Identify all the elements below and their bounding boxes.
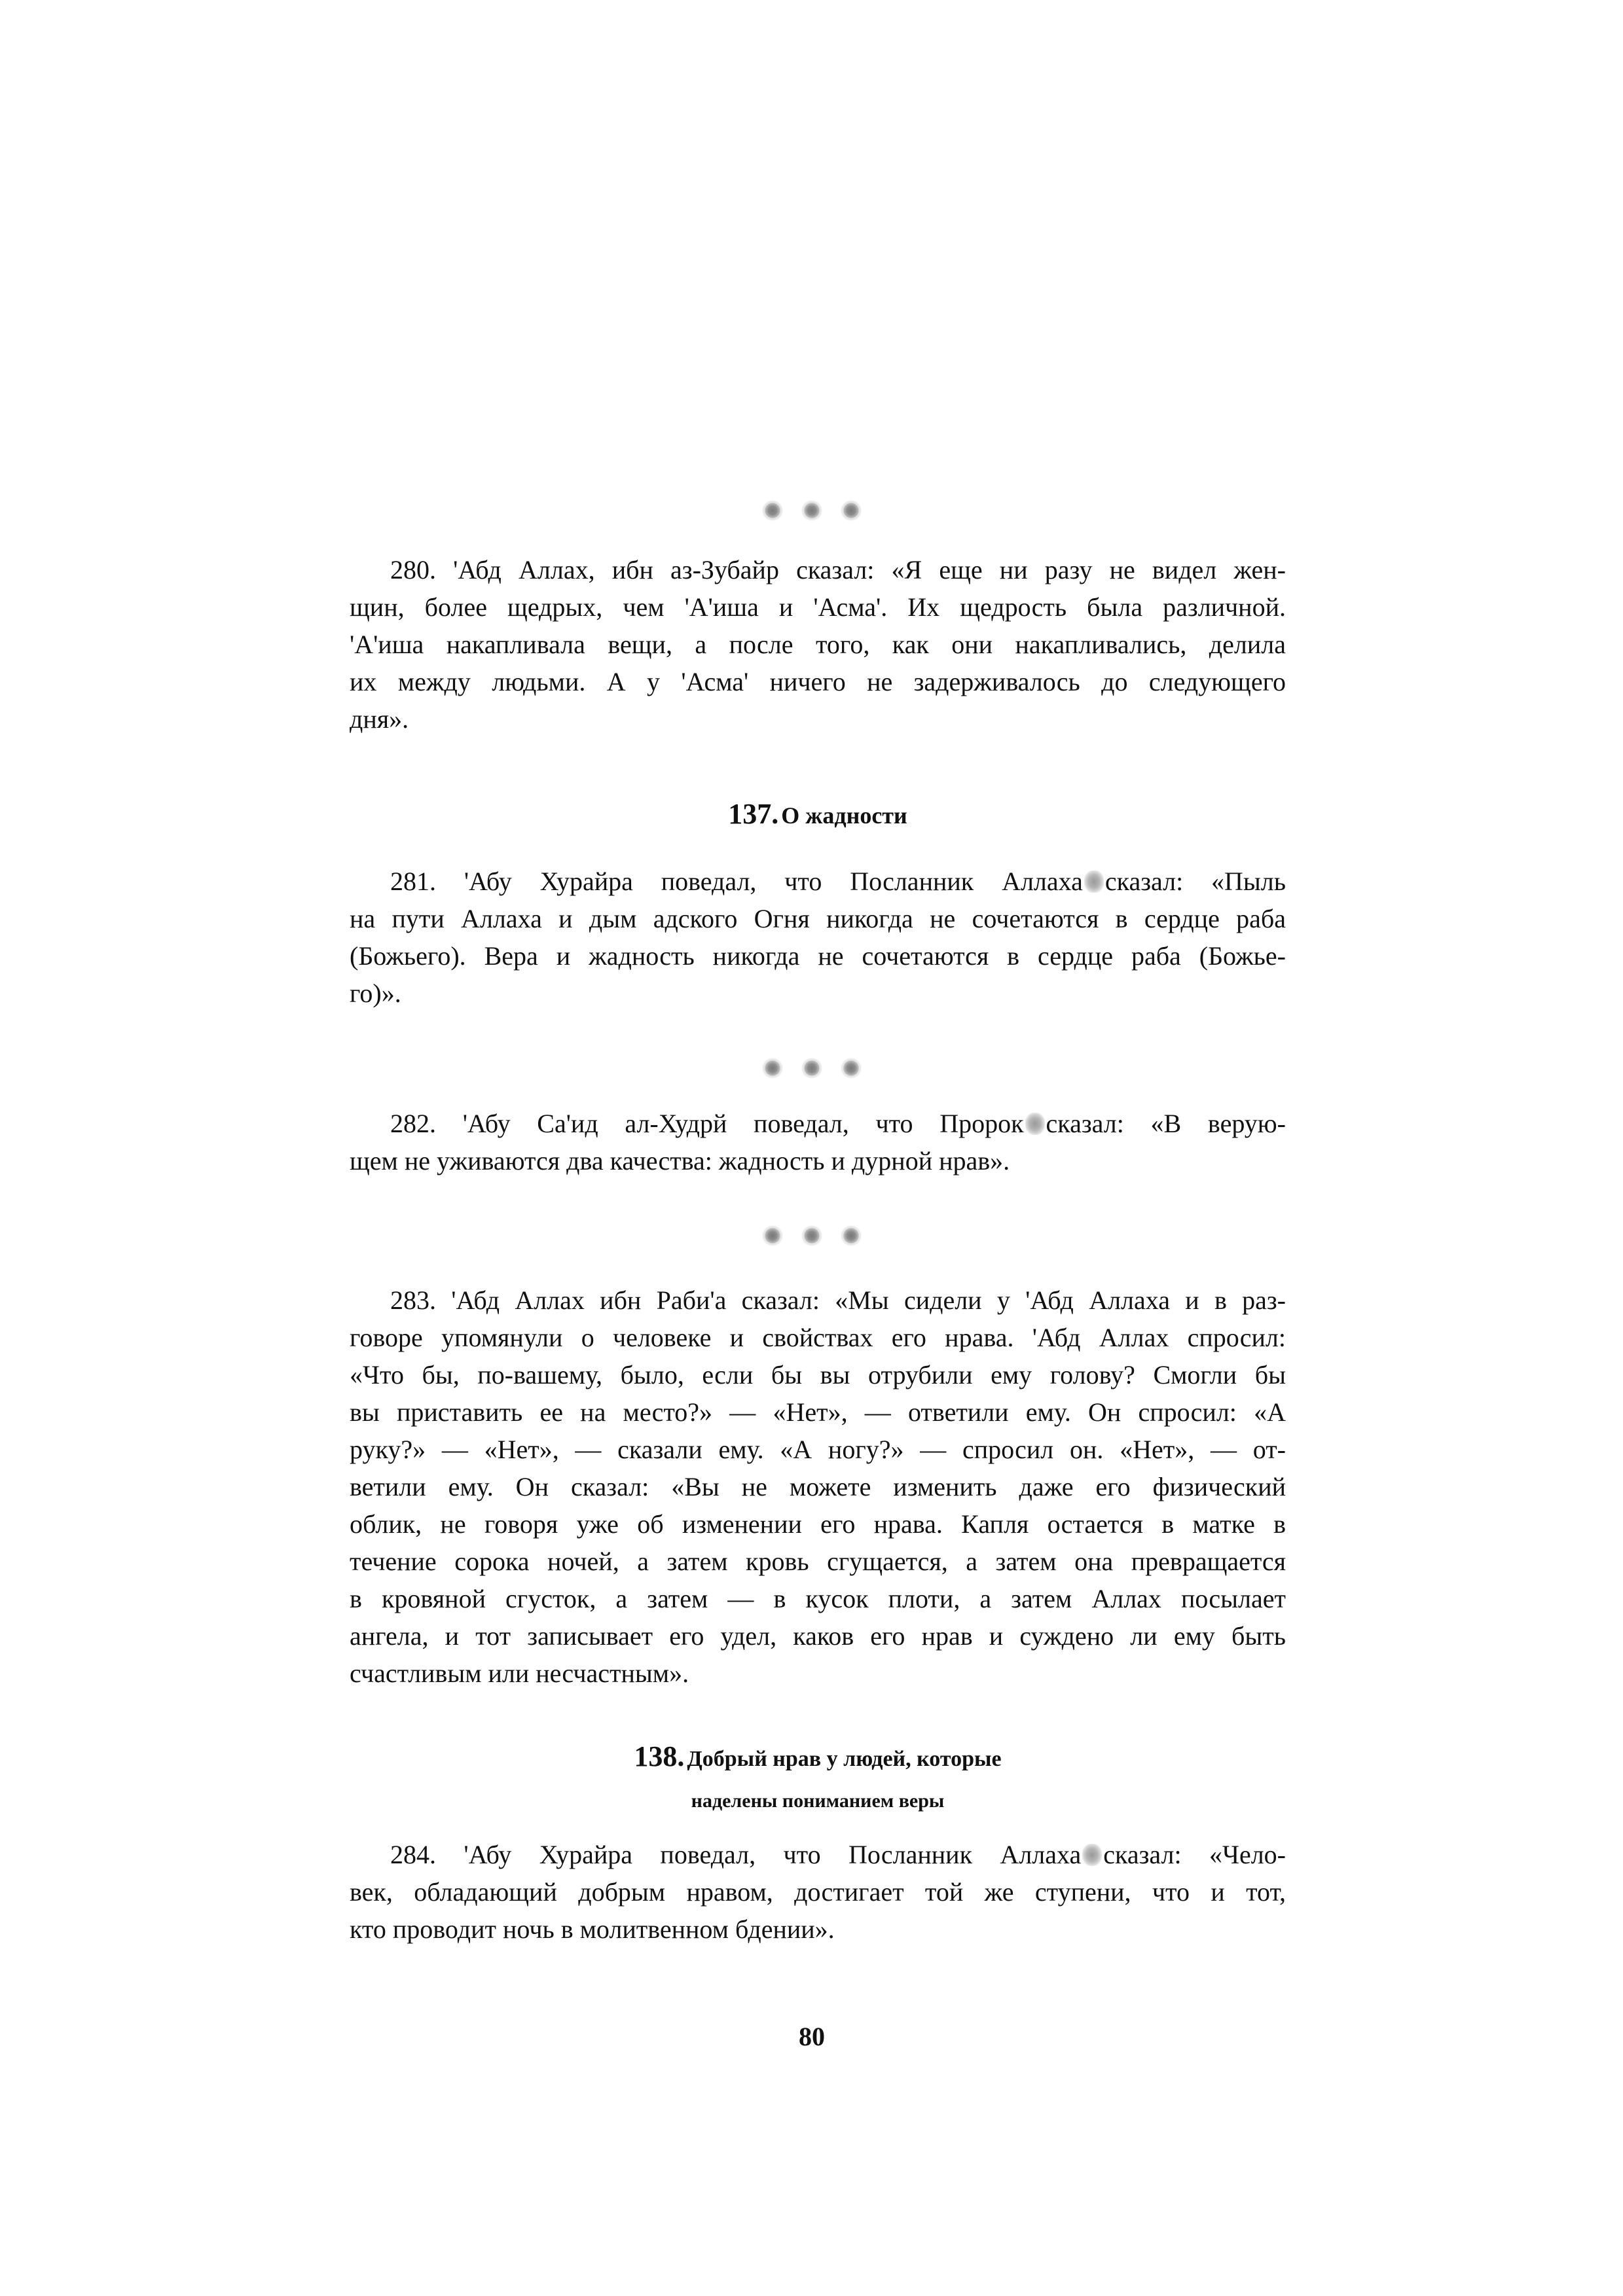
hadith-281-line-3: (Божьего). Вера и жадность никогда не сочетаются в сердце раба (Божье- xyxy=(350,941,1286,971)
hadith-280-line-1: 280. 'Абд Аллах, ибн аз-Зубайр сказал: «Я еще ни разу не видел жен- xyxy=(390,555,1286,584)
flower-ornament-icon xyxy=(843,1227,860,1244)
hadith-284-line-1-part-b: сказал: «Чело- xyxy=(1103,1840,1286,1869)
hadith-283-line-9: в кровяной сгусток, а затем — в кусок плоти, а затем Аллах посылает xyxy=(350,1584,1286,1613)
hadith-280-line-2: щин, более щедрых, чем 'А'иша и 'Асма'. Их щедрость была различной. xyxy=(350,592,1286,622)
flower-ornament-icon xyxy=(843,502,860,519)
hadith-281-line-1 xyxy=(350,863,1286,900)
hadith-283-line-8: течение сорока ночей, а затем кровь сгущается, а затем она превращается xyxy=(350,1547,1286,1576)
flower-ornament-icon xyxy=(803,1060,820,1077)
hadith-282-line-2: щем не уживаются два качества: жадность и дурной нрав». xyxy=(350,1146,1010,1175)
flower-ornament-icon xyxy=(764,1060,781,1077)
page-number: 80 xyxy=(799,2022,825,2051)
hadith-283-line-10: ангела, и тот записывает его удел, каков его нрав и суждено ли ему быть xyxy=(350,1621,1286,1651)
hadith-281-line-2: на пути Аллаха и дым адского Огня никогда не сочетаются в сердце раба xyxy=(350,904,1286,933)
hadith-284 xyxy=(350,1836,1286,1948)
hadith-283-line-4: вы приставить ее на место?» — «Нет», — ответили ему. Он спросил: «А xyxy=(350,1397,1286,1427)
hadith-281-line-1-part-a: 281. 'Абу Хурайра поведал, что Посланник Аллаха xyxy=(390,867,1083,896)
section-137-number: 137. xyxy=(728,798,779,830)
hadith-280-line-3: 'А'иша накапливала вещи, а после того, как они накапливались, делила xyxy=(350,630,1286,659)
section-138-title-line-1: Добрый нрав у людей, которые xyxy=(687,1747,1002,1771)
section-138-title-line-2: наделены пониманием веры xyxy=(691,1790,945,1812)
hadith-284-line-1-part-a: 284. 'Абу Хурайра поведал, что Посланник Аллаха xyxy=(390,1840,1082,1869)
hadith-284-line-3: кто проводит ночь в молитвенном бдении». xyxy=(350,1914,835,1944)
section-separator-2 xyxy=(720,1055,903,1081)
salla-ligature-icon xyxy=(1084,870,1104,893)
hadith-280 xyxy=(350,551,1286,738)
hadith-280-line-4: их между людьми. А у 'Асма' ничего не задерживалось до следующего xyxy=(350,667,1286,696)
section-137-title: О жадности xyxy=(781,802,907,829)
hadith-283-line-5: руку?» — «Нет», — сказали ему. «А ногу?» — спросил он. «Нет», — от- xyxy=(350,1435,1286,1464)
hadith-284-line-2: век, обладающий добрым нравом, достигает той же ступени, что и тот, xyxy=(350,1877,1286,1907)
hadith-283 xyxy=(350,1282,1286,1692)
section-138-heading xyxy=(350,1738,1286,1823)
hadith-281 xyxy=(350,863,1286,1012)
section-138-heading-line-2 xyxy=(350,1782,1286,1823)
section-137-heading xyxy=(350,797,1286,831)
hadith-281-line-4: го)». xyxy=(350,978,401,1008)
hadith-282-line-1-part-a: 282. 'Абу Са'ид ал-Худрй поведал, что Пророк xyxy=(390,1109,1024,1138)
hadith-282-line-1-part-b: сказал: «В верую- xyxy=(1046,1109,1286,1138)
hadith-282 xyxy=(350,1105,1286,1179)
flower-ornament-icon xyxy=(803,1227,820,1244)
hadith-283-line-3: «Что бы, по-вашему, было, если бы вы отрубили ему голову? Смогли бы xyxy=(350,1360,1286,1390)
hadith-283-line-1: 283. 'Абд Аллах ибн Раби'а сказал: «Мы сидели у 'Абд Аллаха и в раз- xyxy=(390,1285,1286,1315)
section-separator-3 xyxy=(720,1223,903,1249)
hadith-283-line-11: счастливым или несчастным». xyxy=(350,1659,689,1688)
hadith-281-line-1-part-b: сказал: «Пыль xyxy=(1104,867,1286,896)
section-separator-1 xyxy=(720,497,903,524)
flower-ornament-icon xyxy=(764,1227,781,1244)
salla-ligature-icon xyxy=(1082,1844,1102,1866)
section-138-heading-line-1 xyxy=(350,1738,1286,1782)
flower-ornament-icon xyxy=(764,502,781,519)
hadith-284-line-1 xyxy=(350,1836,1286,1873)
flower-ornament-icon xyxy=(843,1060,860,1077)
salla-ligature-icon xyxy=(1025,1113,1045,1135)
hadith-282-line-1 xyxy=(350,1105,1286,1142)
hadith-283-line-7: облик, не говоря уже об изменении его нрава. Капля остается в матке в xyxy=(350,1509,1286,1539)
flower-ornament-icon xyxy=(803,502,820,519)
section-138-number: 138. xyxy=(634,1740,685,1772)
hadith-283-line-6: ветили ему. Он сказал: «Вы не можете изменить даже его физический xyxy=(350,1472,1286,1501)
hadith-283-line-2: говоре упомянули о человеке и свойствах его нрава. 'Абд Аллах спросил: xyxy=(350,1323,1286,1352)
hadith-280-line-5: дня». xyxy=(350,704,409,734)
